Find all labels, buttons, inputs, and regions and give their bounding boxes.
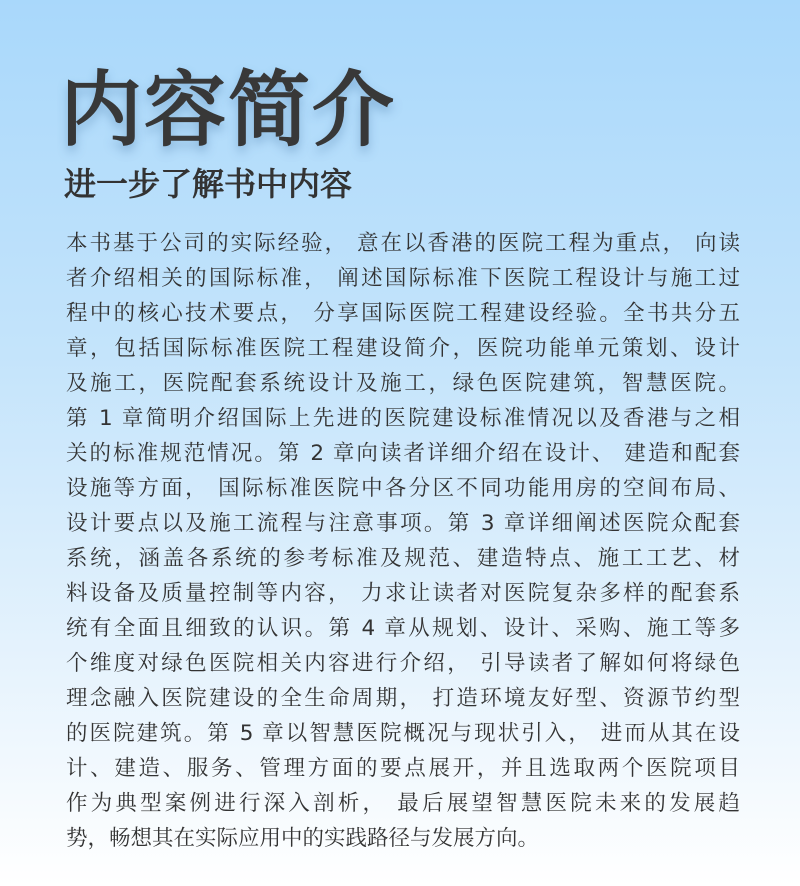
description-line: 的医院建筑。第 5 章以智慧医院概况与现状引入， 进而从其在设 xyxy=(66,721,740,746)
description-line: 势，畅想其在实际应用中的实践路径与发展方向。 xyxy=(66,826,540,851)
description-line: 料设备及质量控制等内容， 力求让读者对医院复杂多样的配套系 xyxy=(66,581,740,606)
description-line: 系统，涵盖各系统的参考标准及规范、建造特点、施工工艺、材 xyxy=(66,546,740,571)
description-line: 统有全面且细致的认识。第 4 章从规划、设计、采购、施工等多 xyxy=(66,616,740,641)
description-line: 设计要点以及施工流程与注意事项。第 3 章详细阐述医院众配套 xyxy=(66,511,740,536)
book-description xyxy=(66,226,740,856)
description-line: 计、建造、服务、管理方面的要点展开，并且选取两个医院项目 xyxy=(66,756,740,781)
description-line: 理念融入医院建设的全生命周期， 打造环境友好型、资源节约型 xyxy=(66,686,740,711)
description-line: 本书基于公司的实际经验， 意在以香港的医院工程为重点， 向读 xyxy=(66,231,740,256)
description-line: 第 1 章简明介绍国际上先进的医院建设标准情况以及香港与之相 xyxy=(66,406,740,431)
page-subtitle: 进一步了解书中内容 xyxy=(64,165,353,203)
description-line: 章，包括国际标准医院工程建设简介，医院功能单元策划、设计 xyxy=(66,336,740,361)
description-line: 程中的核心技术要点， 分享国际医院工程建设经验。全书共分五 xyxy=(66,301,740,326)
description-line: 者介绍相关的国际标准， 阐述国际标准下医院工程设计与施工过 xyxy=(66,266,740,291)
description-line: 个维度对绿色医院相关内容进行介绍， 引导读者了解如何将绿色 xyxy=(66,651,740,676)
description-line: 及施工，医院配套系统设计及施工，绿色医院建筑，智慧医院。 xyxy=(66,371,740,396)
page-title: 内容简介 xyxy=(60,63,397,158)
description-line: 设施等方面， 国际标准医院中各分区不同功能用房的空间布局、 xyxy=(66,476,740,501)
description-line: 关的标准规范情况。第 2 章向读者详细介绍在设计、 建造和配套 xyxy=(66,441,740,466)
description-line: 作为典型案例进行深入剖析， 最后展望智慧医院未来的发展趋 xyxy=(66,791,740,816)
